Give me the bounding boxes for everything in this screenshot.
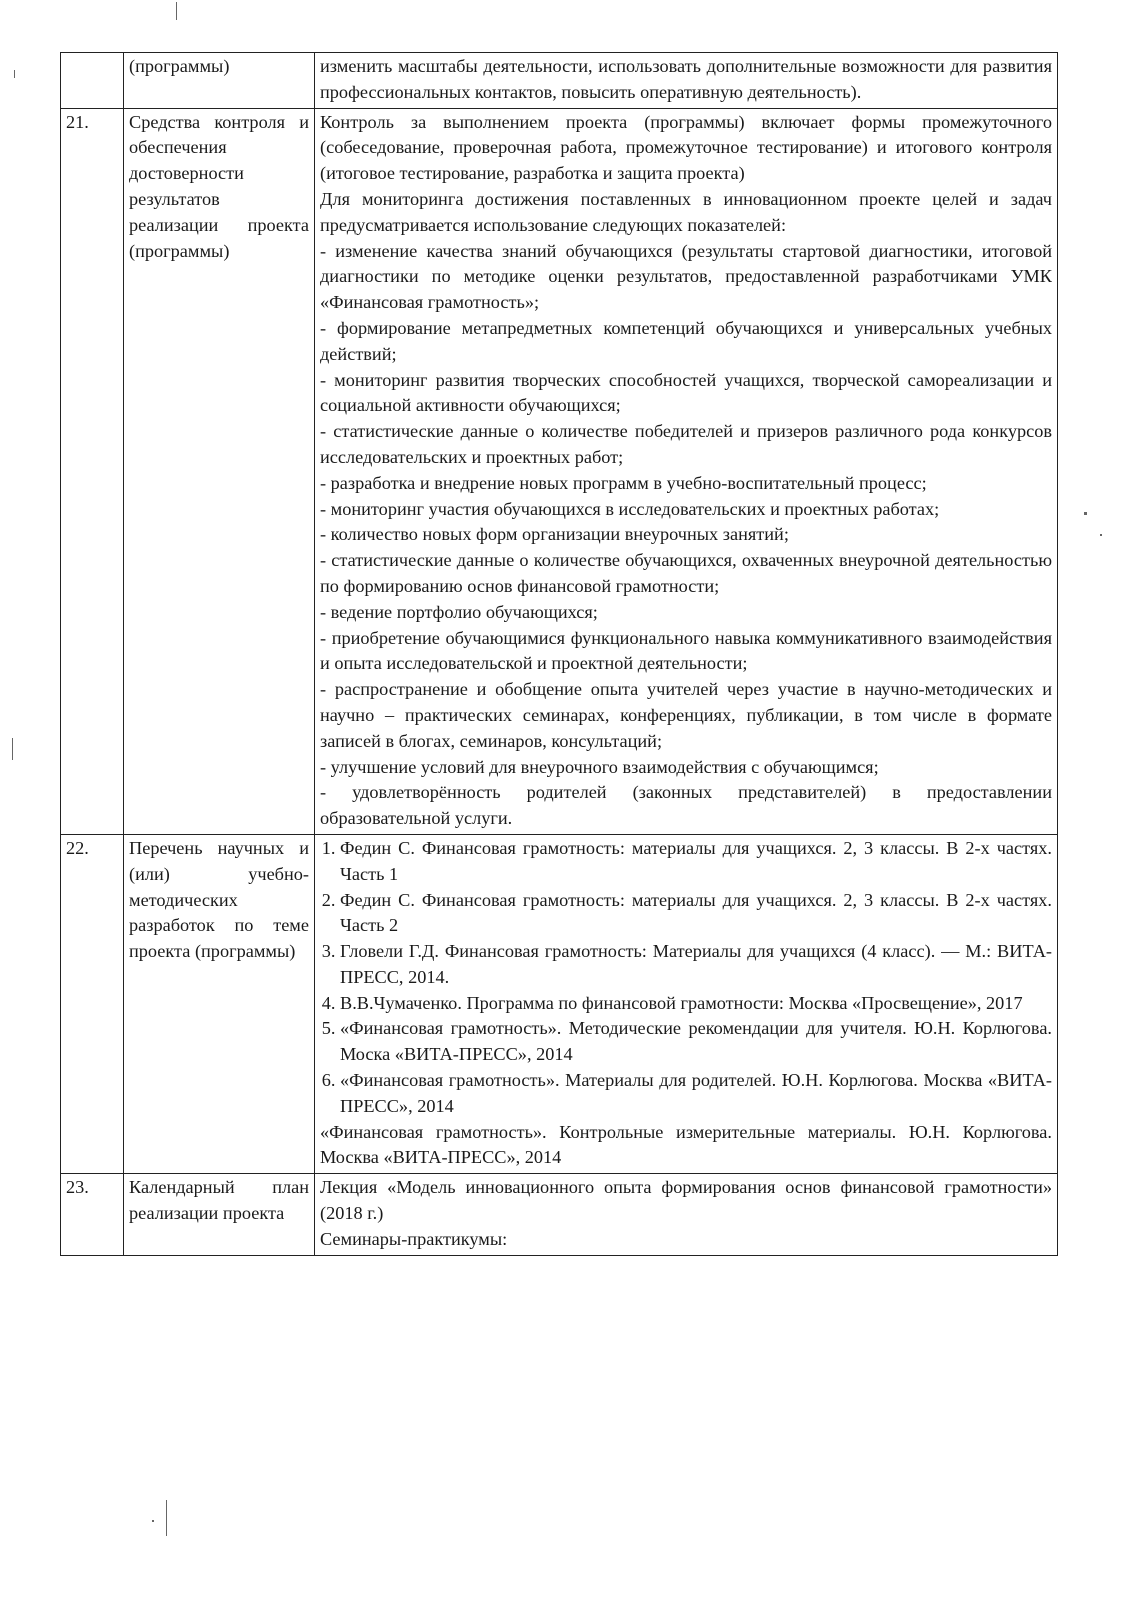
project-table	[60, 52, 1058, 1256]
scan-mark	[1084, 512, 1087, 515]
row-label-text: Перечень научных и (или) учебно-методических разработок по теме проекта (программы)	[129, 837, 309, 962]
row-label	[124, 108, 315, 834]
list-item: - мониторинг развития творческих способностей учащихся, творческой самореализации и социальной активности обучающихся;	[320, 369, 1052, 416]
row-label-text: Средства контроля и обеспечения достоверности результатов реализации проекта (программы)	[129, 111, 309, 261]
paragraph: изменить масштабы деятельности, использовать дополнительные возможности для развития профессиональных контактов, повысить оперативную деятельность).	[320, 56, 1052, 102]
paragraph: Лекция «Модель инновационного опыта формирования основ финансовой грамотности» (2018 г.)	[320, 1177, 1052, 1224]
list-item: - разработка и внедрение новых программ в учебно-воспитательный процесс;	[320, 472, 927, 493]
paragraph: «Финансовая грамотность». Контрольные измерительные материалы. Ю.Н. Корлюгова. Москва «ВИТА-ПРЕСС», 2014	[320, 1121, 1052, 1168]
list-item: - приобретение обучающимися функционального навыка коммуникативного взаимодействия и опыта исследовательской и проектной деятельности;	[320, 627, 1052, 674]
row-number	[61, 53, 124, 109]
scan-mark	[176, 2, 177, 20]
row-label	[124, 834, 315, 1173]
table-row	[61, 53, 1058, 109]
references-list	[320, 836, 1052, 1120]
reference-item: 4. В.В.Чумаченко. Программа по финансовой грамотности: Москва «Просвещение», 2017	[340, 991, 1052, 1017]
scan-mark	[12, 738, 13, 760]
row-label	[124, 53, 315, 109]
reference-item: 2. Федин С. Финансовая грамотность: материалы для учащихся. 2, 3 классы. В 2-х частях. Часть 2	[340, 888, 1052, 940]
list-item: - статистические данные о количестве обучающихся, охваченных внеурочной деятельностью по формированию основ финансовой грамотности;	[320, 550, 1052, 596]
list-item: - статистические данные о количестве победителей и призеров различного рода конкурсов исследовательских и проектных работ;	[320, 421, 1052, 467]
list-item: - распространение и обобщение опыта учителей через участие в научно-методических и научно – практических семинарах, конференциях, публикации, в том числе в формате записей в блогах, семинаров, консультаций;	[320, 679, 1052, 751]
row-label	[124, 1174, 315, 1255]
scan-mark	[166, 1500, 167, 1536]
row-label-text: (программы)	[129, 56, 230, 76]
list-item: - изменение качества знаний обучающихся (результаты стартовой диагностики, итоговой диагностики по методике оценки результатов, предоставленной разработчиками УМК «Финансовая грамотность»;	[320, 240, 1052, 313]
table-row	[61, 834, 1058, 1173]
paragraph: Контроль за выполнением проекта (программы) включает формы промежуточного (собеседование, проверочная работа, промежуточное тестирование) и итогового контроля (итоговое тестирование, разработка и защита проекта)	[320, 111, 1052, 184]
row-number: 22.	[61, 834, 124, 1173]
reference-item: 5. «Финансовая грамотность». Методические рекомендации для учителя. Ю.Н. Корлюгова. Моска «ВИТА-ПРЕСС», 2014	[340, 1016, 1052, 1068]
row-number: 23.	[61, 1174, 124, 1255]
scan-mark	[1100, 534, 1102, 536]
list-item: - улучшение условий для внеурочного взаимодействия с обучающимся;	[320, 756, 879, 777]
reference-item: 6. «Финансовая грамотность». Материалы для родителей. Ю.Н. Корлюгова. Москва «ВИТА-ПРЕСС», 2014	[340, 1068, 1052, 1120]
list-item: - количество новых форм организации внеурочных занятий;	[320, 524, 789, 545]
reference-item: 1. Федин С. Финансовая грамотность: материалы для учащихся. 2, 3 классы. В 2-х частях. Часть 1	[340, 836, 1052, 888]
reference-item: 3. Гловели Г.Д. Финансовая грамотность: Материалы для учащихся (4 класс). — М.: ВИТА-ПРЕСС, 2014.	[340, 939, 1052, 991]
row-content	[315, 53, 1058, 109]
scan-mark	[152, 1520, 154, 1522]
paragraph: Семинары-практикумы:	[320, 1228, 508, 1249]
row-number: 21.	[61, 108, 124, 834]
list-item: - формирование метапредметных компетенций обучающихся и универсальных учебных действий;	[320, 317, 1052, 364]
list-item: - ведение портфолио обучающихся;	[320, 601, 598, 622]
list-item: - мониторинг участия обучающихся в исследовательских и проектных работах;	[320, 498, 940, 519]
row-label-text: Календарный план реализации проекта	[129, 1177, 309, 1224]
row-content	[315, 834, 1058, 1173]
scan-mark	[14, 70, 15, 78]
table-row	[61, 1174, 1058, 1255]
document-page	[60, 52, 1058, 1256]
row-content	[315, 108, 1058, 834]
table-row	[61, 108, 1058, 834]
list-item: - удовлетворённость родителей (законных представителей) в предоставлении образовательной услуги.	[320, 782, 1052, 829]
paragraph: Для мониторинга достижения поставленных в инновационном проекте целей и задач предусматривается использование следующих показателей:	[320, 188, 1052, 235]
row-content	[315, 1174, 1058, 1255]
